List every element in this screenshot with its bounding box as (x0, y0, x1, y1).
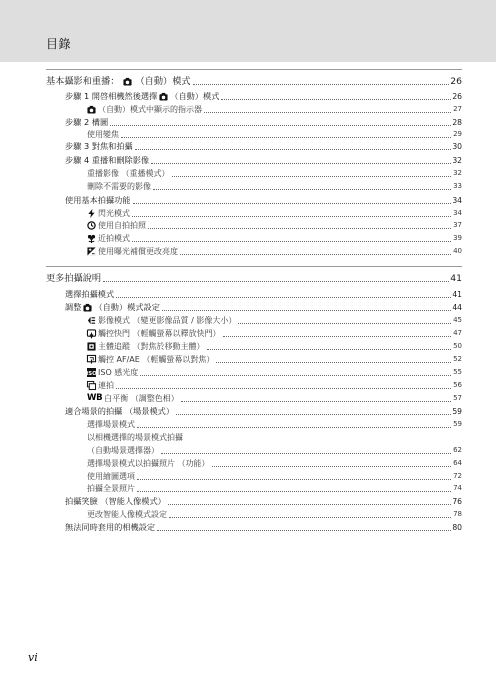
toc-page-number: 72 (453, 472, 462, 480)
dot-leader (176, 414, 451, 415)
dot-leader (148, 228, 451, 229)
toc-entry-scene-select[interactable] (87, 419, 462, 430)
toc-page-number: 55 (453, 368, 462, 376)
toc-entry-label: 主體追蹤 （對焦於移動主體） (98, 342, 205, 351)
toc-entry-label: 步驟 3 對焦和拍攝 (65, 141, 133, 151)
dot-leader (193, 84, 450, 85)
macro-flower-icon (87, 234, 96, 243)
dot-leader (221, 99, 451, 100)
toc-entry-label: 適合場景的拍攝 （場景模式） (65, 406, 175, 416)
camera-icon (87, 105, 96, 114)
toc-entry-label-suffix: （自動）模式 (135, 76, 191, 87)
toc-entry-label: （自動場景選擇器） (87, 446, 159, 455)
toc-entry-label: 使用變焦 (87, 130, 119, 139)
toc-entry-label: 步驟 4 重播和刪除影像 (65, 155, 150, 165)
toc-page-number: 41 (452, 290, 462, 299)
toc-entry-label: 重播影像 （重播模式） (87, 169, 170, 178)
toc-entry-label: 觸控 AF/AE （輕觸螢幕以對焦） (98, 355, 215, 364)
toc-entry-step1-indicators[interactable] (87, 104, 462, 115)
dot-leader (168, 504, 451, 505)
continuous-shooting-icon (87, 381, 96, 390)
dot-leader (204, 112, 451, 113)
dot-leader (140, 375, 451, 376)
toc-page-number: 78 (453, 510, 462, 518)
white-balance-icon: WB (87, 393, 103, 403)
toc-entry-scene-functions[interactable] (87, 458, 462, 469)
toc-entry-exposure[interactable] (87, 246, 462, 257)
dot-leader (207, 349, 451, 350)
divider-middle (46, 266, 462, 267)
toc-entry-label: 步驟 1 開啓相機然後選擇 (65, 91, 158, 101)
toc-entry-label: 閃光模式 (98, 209, 130, 218)
toc-page-number: 76 (452, 497, 462, 506)
toc-page-number: 30 (452, 142, 462, 151)
toc-entry-label: （自動）模式中顯示的指示器 (98, 105, 202, 114)
camera-icon (123, 77, 133, 87)
toc-page-number: 50 (453, 342, 462, 350)
dot-leader (153, 189, 451, 190)
toc-page-number: 26 (452, 92, 462, 101)
flash-icon (87, 209, 96, 218)
toc-entry-label: 選擇場景模式以拍攝照片 （功能） (87, 459, 210, 468)
page-number-footer: vi (28, 651, 38, 664)
toc-page-number: 41 (450, 273, 462, 284)
toc-entry-adjust-auto[interactable] (65, 302, 462, 313)
camera-icon (159, 92, 168, 101)
toc-entry-step1[interactable] (65, 91, 462, 102)
toc-page-number: 45 (453, 316, 462, 324)
toc-entry-select-mode[interactable] (65, 289, 462, 300)
toc-page-number: 56 (453, 381, 462, 389)
toc-entry-scene-auto-line1[interactable]: 以相機選擇的場景模式拍攝 (87, 433, 183, 442)
toc-entry-flash[interactable] (87, 208, 462, 219)
toc-page-number: 47 (453, 329, 462, 337)
toc-entry-label: 使用基本拍攝功能 (65, 195, 131, 205)
toc-page-number: 44 (452, 303, 462, 312)
dot-leader (162, 310, 451, 311)
dot-leader (161, 453, 451, 454)
dot-leader (121, 137, 451, 138)
touch-af-ae-icon (87, 355, 96, 364)
toc-entry-label-suffix: （自動）模式 (170, 91, 220, 101)
dot-leader (157, 530, 451, 531)
toc-page-number: 59 (453, 420, 462, 428)
toc-entry-label: 更多拍攝說明 (46, 273, 102, 284)
dot-leader (151, 163, 451, 164)
dot-leader (135, 149, 451, 150)
toc-entry-macro[interactable] (87, 233, 462, 244)
toc-entry-label: ISO 感光度 (98, 368, 139, 377)
image-mode-icon (87, 316, 96, 325)
svg-text:ISO: ISO (86, 370, 97, 377)
toc-entry-step4[interactable] (65, 155, 462, 166)
toc-page-number: 40 (453, 247, 462, 255)
toc-page-number: 32 (452, 156, 462, 165)
toc-entry-label: 觸控快門 （輕觸螢幕以釋放快門） (98, 329, 221, 338)
toc-entry-conflicts[interactable] (65, 522, 462, 533)
toc-entry-touch-shutter[interactable] (87, 328, 462, 339)
exposure-compensation-icon (87, 247, 96, 256)
dot-leader (116, 388, 451, 389)
toc-entry-label: 使用曝光補償更改亮度 (98, 247, 178, 256)
toc-page-number: 32 (453, 169, 462, 177)
toc-entry-continuous[interactable] (87, 380, 462, 391)
toc-entry-label: 步驟 2 構圖 (65, 117, 109, 127)
camera-icon (83, 303, 92, 312)
self-timer-icon (87, 221, 96, 230)
dot-leader (133, 203, 451, 204)
toc-entry-smile[interactable] (65, 496, 462, 507)
toc-entry-label: 選擇拍攝模式 (65, 289, 115, 299)
toc-page-number: 34 (453, 209, 462, 217)
dot-leader (137, 491, 451, 492)
dot-leader (180, 254, 451, 255)
toc-page-number: 28 (452, 118, 462, 127)
header-band (0, 0, 496, 62)
toc-entry-delete[interactable] (87, 181, 462, 192)
dot-leader (216, 362, 451, 363)
toc-entry-subject-tracking[interactable] (87, 341, 462, 352)
dot-leader (238, 323, 451, 324)
dot-leader (116, 297, 451, 298)
dot-leader (132, 216, 451, 217)
toc-page-number: 62 (453, 446, 462, 454)
toc-page-number: 33 (453, 182, 462, 190)
toc-entry-label: 更改智能人像模式設定 (87, 510, 167, 519)
touch-shutter-icon (87, 329, 96, 338)
toc-page-number: 34 (452, 196, 462, 205)
dot-leader (169, 517, 451, 518)
toc-page-number: 52 (453, 355, 462, 363)
toc-page-number: 39 (453, 234, 462, 242)
toc-page-number: 37 (453, 221, 462, 229)
toc-page-number: 80 (452, 523, 462, 532)
toc-entry-smile-settings[interactable] (87, 509, 462, 520)
toc-entry-label: 選擇場景模式 (87, 420, 135, 429)
toc-entry-white-balance[interactable] (87, 393, 462, 404)
dot-leader (137, 479, 451, 480)
toc-page-number: 29 (453, 130, 462, 138)
toc-entry-step2[interactable] (65, 117, 462, 128)
subject-tracking-icon (87, 342, 96, 351)
page-title: 目錄 (46, 37, 72, 51)
dot-leader (223, 336, 451, 337)
toc-entry-label: 基本攝影和重播： (46, 76, 120, 87)
toc-entry-basic-heading[interactable] (46, 76, 462, 87)
toc-entry-panorama[interactable] (87, 483, 462, 494)
toc-entry-zoom[interactable] (87, 129, 462, 140)
dot-leader (103, 281, 449, 282)
toc-entry-label-suffix: （自動）模式設定 (94, 302, 160, 312)
dot-leader (172, 176, 451, 177)
toc-entry-scene[interactable] (65, 406, 462, 417)
toc-page-number: 59 (452, 407, 462, 416)
toc-entry-iso[interactable] (87, 367, 462, 378)
toc-entry-drawing[interactable] (87, 471, 462, 482)
dot-leader (110, 125, 451, 126)
dot-leader (137, 427, 451, 428)
toc-entry-label: 拍攝笑臉 （智能人像模式） (65, 496, 166, 506)
toc-entry-label: 無法同時套用的相機設定 (65, 522, 156, 532)
toc-entry-label: 使用自拍拍照 (98, 221, 146, 230)
toc-entry-step3[interactable] (65, 141, 462, 152)
divider-top (46, 69, 462, 70)
toc-entry-label: 影像模式 （變更影像品質 / 影像大小） (98, 316, 237, 325)
toc-page-number: 27 (453, 105, 462, 113)
dot-leader (181, 401, 451, 402)
dot-leader (212, 466, 451, 467)
toc-entry-image-mode[interactable] (87, 315, 462, 326)
toc-entry-basic-functions[interactable] (65, 195, 462, 206)
iso-icon (87, 368, 96, 377)
toc-entry-label: 拍攝全景照片 (87, 484, 135, 493)
toc-page-number: 64 (453, 459, 462, 467)
toc-entry-self-timer[interactable] (87, 220, 462, 231)
toc-page-number: 74 (453, 484, 462, 492)
toc-entry-playback[interactable] (87, 168, 462, 179)
toc-entry-label: 調整 (65, 302, 82, 312)
dot-leader (132, 241, 451, 242)
toc-entry-label: 連拍 (98, 381, 114, 390)
toc-entry-more-heading[interactable] (46, 273, 462, 284)
toc-entry-label: 刪除不需要的影像 (87, 182, 151, 191)
toc-page-number: 57 (453, 394, 462, 402)
toc-entry-touch-af[interactable] (87, 354, 462, 365)
toc-entry-label: 近拍模式 (98, 234, 130, 243)
toc-entry-label: 白平衡 （調整色相） (104, 394, 179, 403)
toc-entry-label: 使用繪圖選項 (87, 472, 135, 481)
toc-page-number: 26 (450, 76, 462, 87)
toc-entry-scene-auto[interactable] (87, 445, 462, 456)
